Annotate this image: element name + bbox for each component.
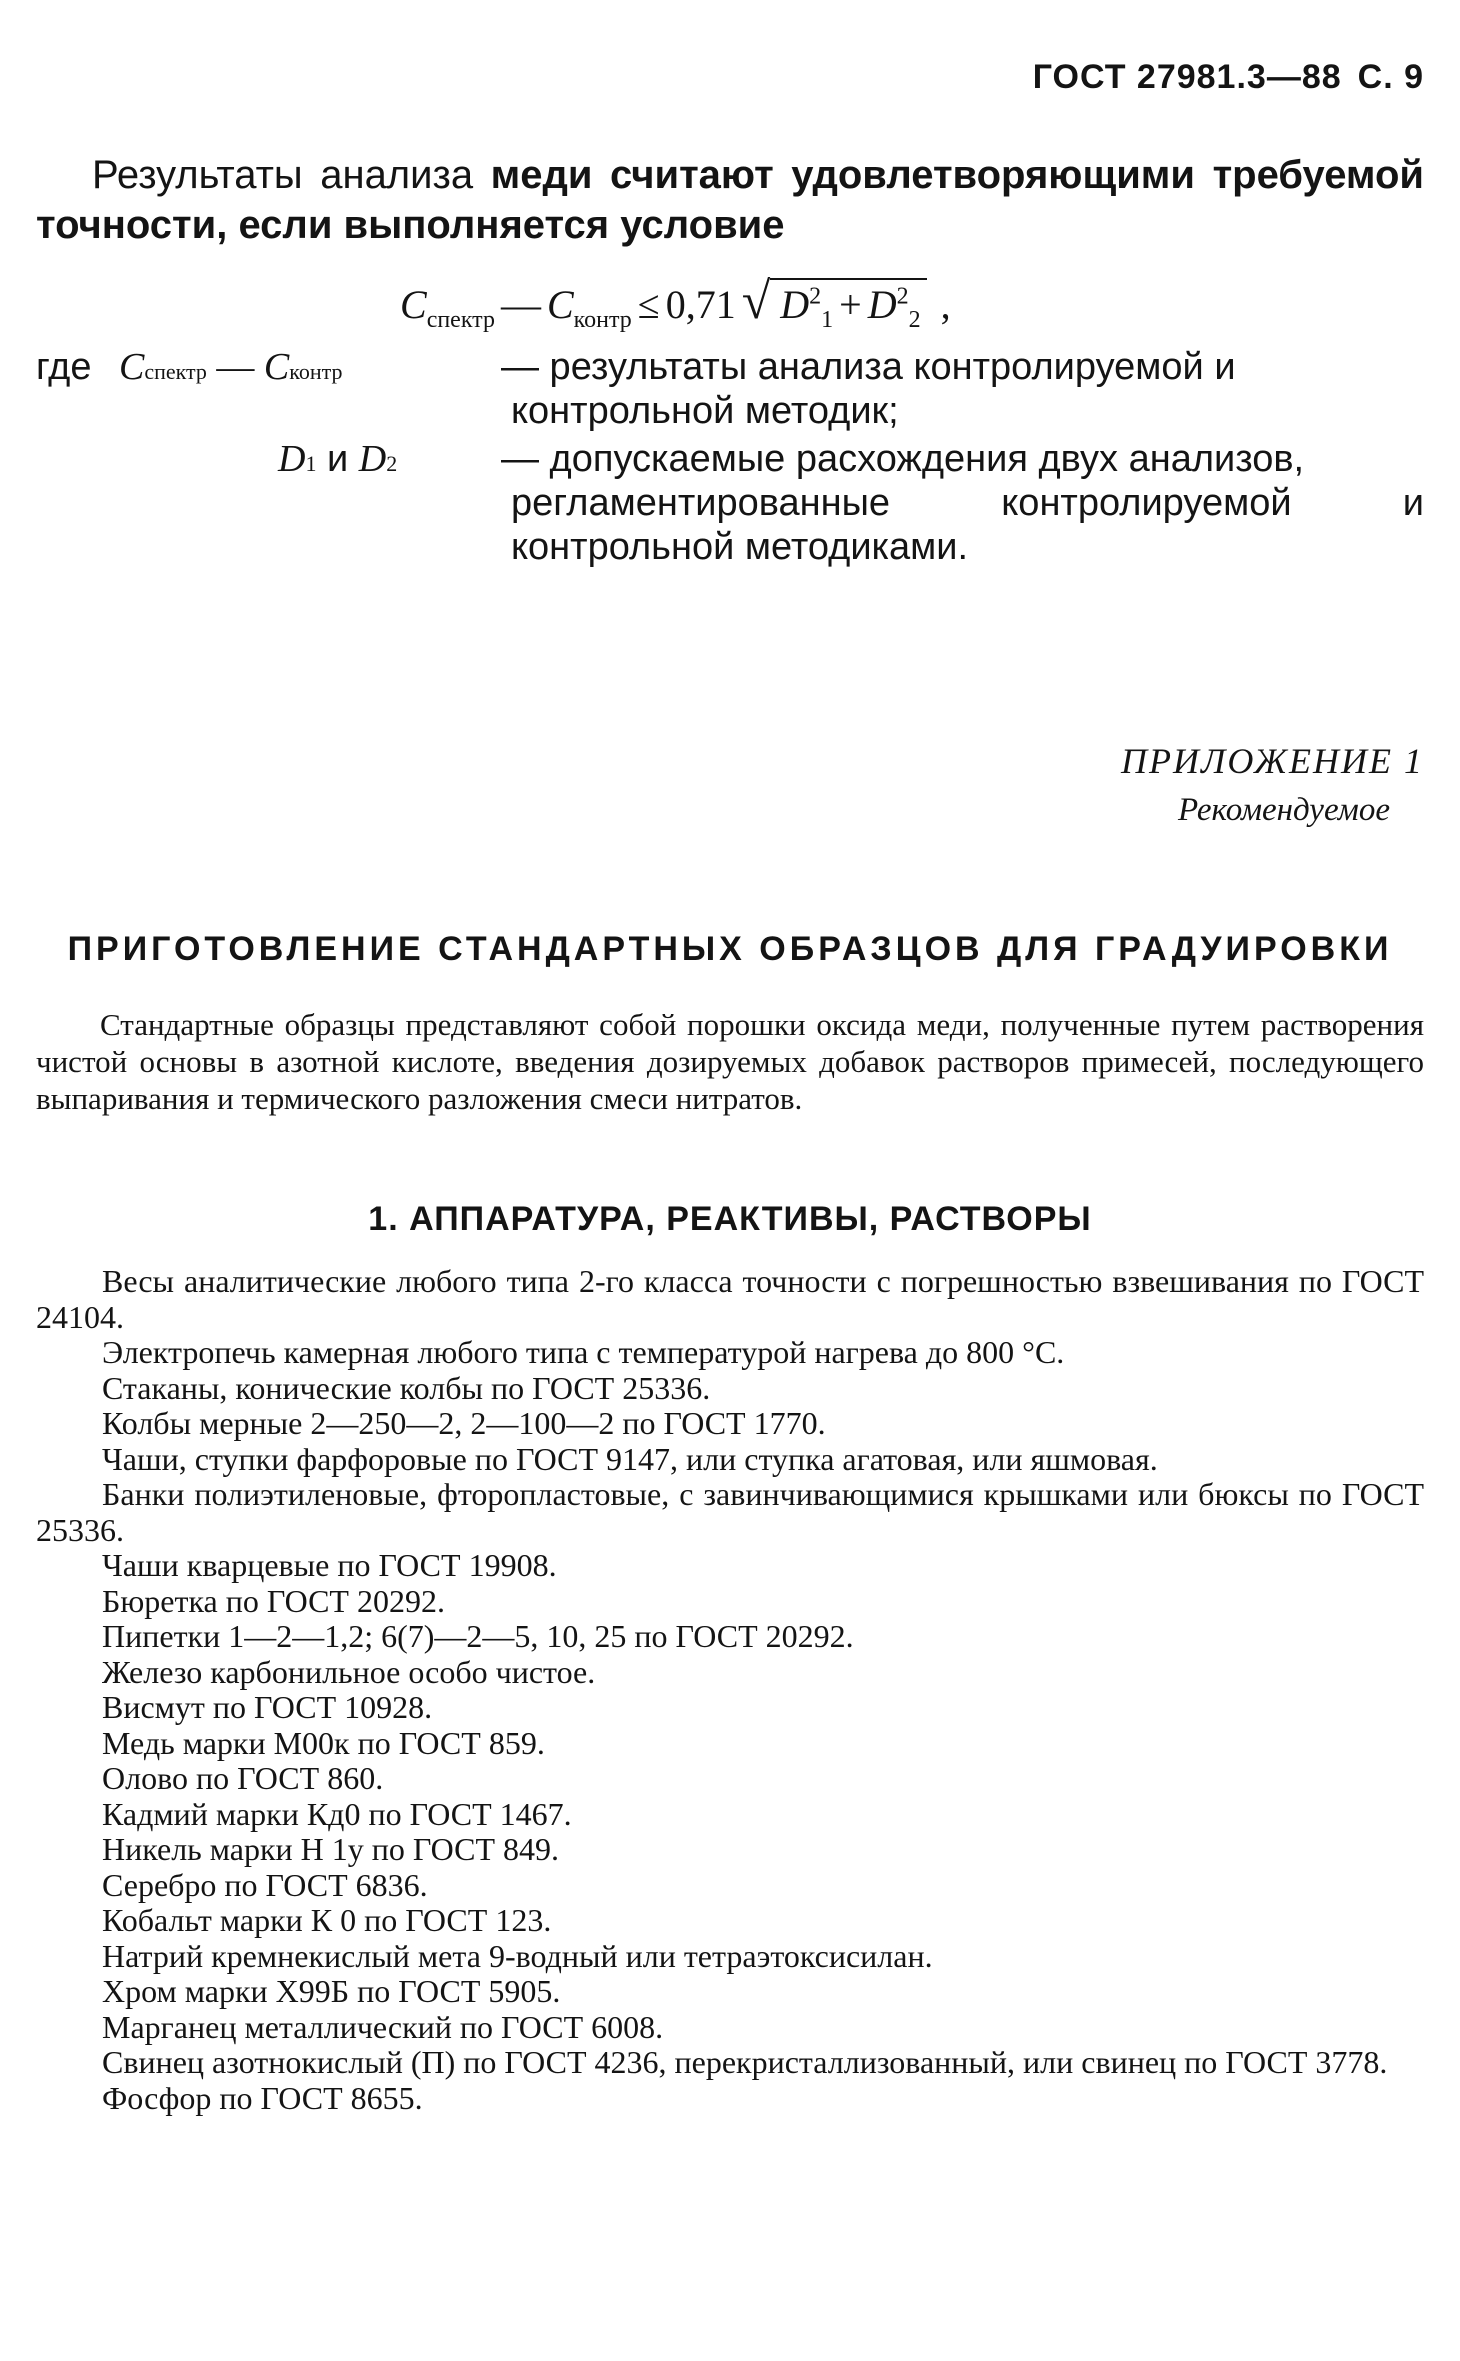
- term-d-1: D: [278, 438, 306, 480]
- list-item: Хром марки Х99Б по ГОСТ 5905.: [102, 1973, 561, 2009]
- formula-sub-spectr: спектр: [426, 307, 495, 333]
- term-c-2: C: [263, 346, 290, 388]
- definition-d-line-3: контрольной методиками.: [511, 526, 969, 568]
- list-item: Пипетки 1—2—1,2; 6(7)—2—5, 10, 25 по ГОСТ 20292.: [102, 1618, 854, 1654]
- formula-radicand: [770, 278, 926, 333]
- condition-formula: [400, 272, 951, 342]
- formula-leq: ≤: [637, 282, 660, 327]
- formula-minus: —: [500, 282, 541, 327]
- sqrt-icon: √: [741, 273, 771, 330]
- list-item: Весы аналитические любого типа 2-го класса точности с погрешностью взвешивания по ГОСТ 24104.: [36, 1263, 1424, 1335]
- list-item: Банки полиэтиленовые, фторопластовые, с завинчивающимися крышками или бюксы по ГОСТ 25336.: [36, 1476, 1424, 1548]
- list-item: Чаши, ступки фарфоровые по ГОСТ 9147, или ступка агатовая, или яшмовая.: [102, 1440, 1158, 1477]
- appendix-title: ПРИЛОЖЕНИЕ 1: [1121, 741, 1424, 781]
- formula-d1-index: 1: [821, 307, 834, 333]
- term-minus: —: [206, 346, 264, 388]
- formula-sub-kontr: контр: [573, 307, 632, 333]
- formula-d2-exp: 2: [896, 283, 909, 310]
- term-d1-index: 1: [305, 451, 317, 476]
- list-item: Марганец металлический по ГОСТ 6008.: [102, 2008, 664, 2045]
- definitions-block: [36, 345, 1424, 569]
- definition-d-line-1: — допускаемые расхождения двух анализов,: [501, 438, 1305, 480]
- where-label: где: [36, 346, 92, 388]
- definition-term-c: [36, 345, 343, 394]
- list-item: Стаканы, конические колбы по ГОСТ 25336.: [102, 1369, 711, 1406]
- list-item: Олово по ГОСТ 860.: [102, 1760, 384, 1796]
- term-d2-index: 2: [386, 451, 398, 476]
- list-item: Медь марки М00к по ГОСТ 859.: [102, 1724, 545, 1761]
- intro-text-1: Результаты анализа: [92, 153, 474, 197]
- formula-c-symbol: C: [400, 282, 427, 327]
- equipment-list: [36, 1264, 1424, 2116]
- list-item: Никель марки Н 1у по ГОСТ 849.: [102, 1831, 559, 1867]
- definition-term-d: [278, 437, 397, 486]
- section-title: ПРИГОТОВЛЕНИЕ СТАНДАРТНЫХ ОБРАЗЦОВ ДЛЯ ГРАДУИРОВКИ: [67, 930, 1393, 968]
- list-item: Кобальт марки К 0 по ГОСТ 123.: [102, 1902, 552, 1938]
- term-and: и: [316, 438, 359, 480]
- formula-comma: ,: [940, 282, 951, 327]
- subsection-title: 1. АППАРАТУРА, РЕАКТИВЫ, РАСТВОРЫ: [368, 1200, 1092, 1238]
- list-item: Чаши кварцевые по ГОСТ 19908.: [102, 1547, 557, 1583]
- term-sub-kontr: контр: [289, 359, 343, 384]
- list-item: Бюретка по ГОСТ 20292.: [102, 1582, 445, 1619]
- list-item: Электропечь камерная любого типа с температурой нагрева до 800 °С.: [102, 1334, 1065, 1370]
- standard-number: ГОСТ 27981.3—88: [1032, 58, 1342, 96]
- appendix-subtitle: Рекомендуемое: [1177, 792, 1390, 828]
- formula-d1-exp: 2: [809, 283, 822, 310]
- definition-d-line-2: регламентированные контролируемой и: [511, 482, 1424, 524]
- intro-text-2: меди считают удовлетворяющими: [490, 153, 1195, 197]
- intro-text-3: требуемой точности, если выполняется условие: [36, 153, 1425, 247]
- formula-d2: D: [867, 282, 897, 327]
- list-item: Железо карбонильное особо чистое.: [102, 1653, 596, 1690]
- term-d-2: D: [358, 438, 387, 480]
- list-item: Серебро по ГОСТ 6836.: [102, 1866, 428, 1903]
- term-c-1: C: [118, 346, 145, 388]
- definition-c: [36, 345, 1424, 433]
- formula-c-symbol-2: C: [546, 282, 574, 327]
- term-sub-spectr: спектр: [144, 359, 207, 384]
- list-item: Колбы мерные 2—250—2, 2—100—2 по ГОСТ 1770.: [102, 1405, 826, 1441]
- page-header: [1017, 58, 1424, 97]
- definition-d: [36, 437, 1424, 569]
- list-item: Висмут по ГОСТ 10928.: [102, 1689, 433, 1725]
- list-item: Кадмий марки Кд0 по ГОСТ 1467.: [102, 1795, 572, 1832]
- list-item: Натрий кремнекислый мета 9-водный или тетраэтоксисилан.: [102, 1937, 933, 1974]
- list-item: Фосфор по ГОСТ 8655.: [102, 2079, 423, 2116]
- page-number: С. 9: [1357, 58, 1424, 96]
- definition-c-line-2: контрольной методик;: [511, 390, 899, 432]
- formula-plus: +: [839, 282, 862, 327]
- section-paragraph: Стандартные образцы представляют собой порошки оксида меди, полученные путем растворения чистой основы в азотной кислоте, введения дозируемых добавок растворов примесей, последующего выпаривания и термического разложения смеси нитратов.: [36, 1007, 1424, 1116]
- intro-paragraph: [36, 150, 1424, 250]
- formula-d1: D: [780, 282, 810, 327]
- list-item: Свинец азотнокислый (П) по ГОСТ 4236, перекристаллизованный, или свинец по ГОСТ 3778.: [102, 2044, 1388, 2080]
- formula-d2-index: 2: [908, 307, 921, 333]
- definition-c-line-1: — результаты анализа контролируемой и: [501, 346, 1236, 388]
- formula-coefficient: 0,71: [665, 282, 736, 327]
